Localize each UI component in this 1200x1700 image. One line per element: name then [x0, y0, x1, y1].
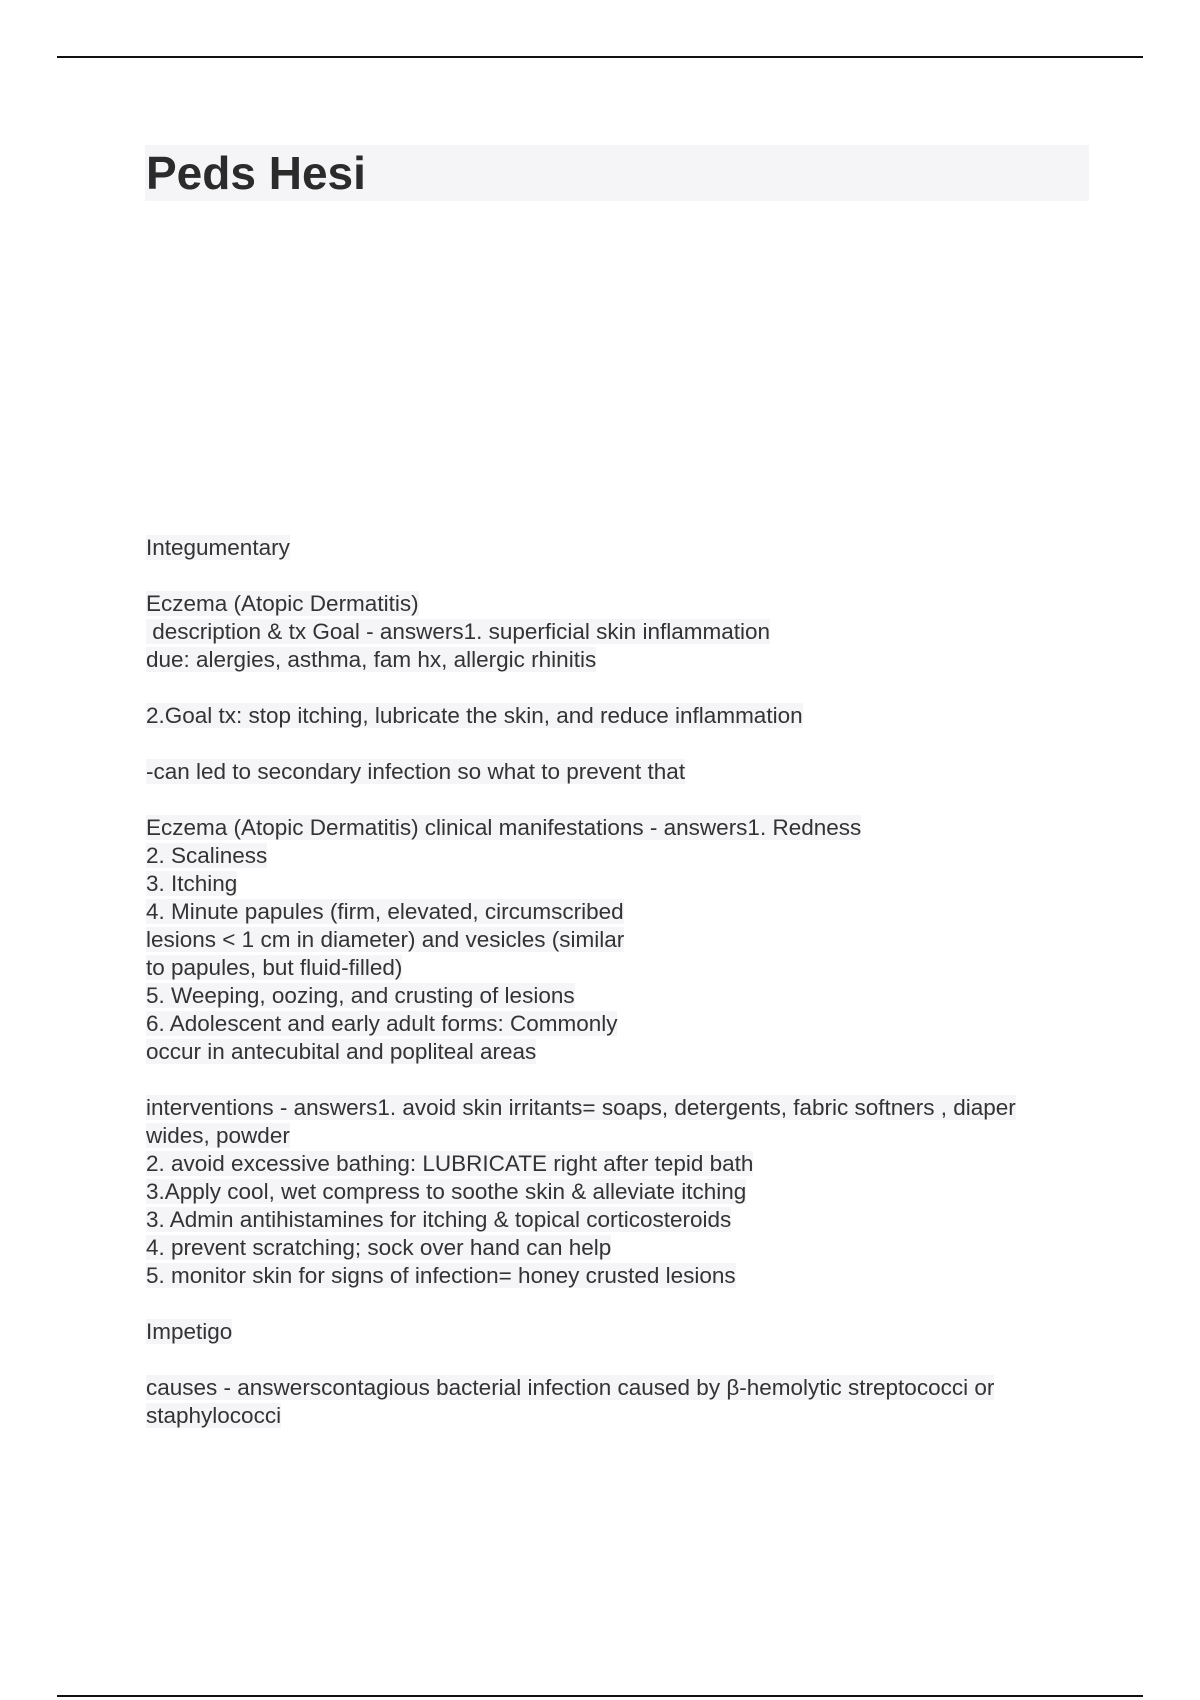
manifestation-line: lesions < 1 cm in diameter) and vesicles (similar [146, 927, 625, 952]
spacer [146, 1346, 1096, 1374]
spacer [146, 1290, 1096, 1318]
manifestation-line: 5. Weeping, oozing, and crusting of lesions [146, 983, 575, 1008]
section-heading: Integumentary [146, 535, 290, 560]
eczema-goal-line: 2.Goal tx: stop itching, lubricate the skin, and reduce inflammation [146, 703, 803, 728]
intervention-line: 4. prevent scratching; sock over hand can help [146, 1235, 612, 1260]
spacer [146, 730, 1096, 758]
impetigo-causes-line: staphylococci [146, 1403, 282, 1428]
intervention-line: 3.Apply cool, wet compress to soothe skin & alleviate itching [146, 1179, 747, 1204]
manifestation-line: 4. Minute papules (firm, elevated, circumscribed [146, 899, 624, 924]
impetigo-causes-line: causes - answerscontagious bacterial infection caused by β-hemolytic streptococci or [146, 1375, 995, 1400]
eczema-line: Eczema (Atopic Dermatitis) [146, 591, 419, 616]
intervention-line: wides, powder [146, 1123, 290, 1148]
spacer [146, 786, 1096, 814]
impetigo-heading: Impetigo [146, 1319, 233, 1344]
intervention-line: interventions - answers1. avoid skin irritants= soaps, detergents, fabric softners , diaper [146, 1095, 1016, 1120]
manifestation-line: occur in antecubital and popliteal areas [146, 1039, 537, 1064]
bottom-rule [57, 1695, 1143, 1697]
eczema-line: description & tx Goal - answers1. superficial skin inflammation [146, 619, 771, 644]
eczema-infection-line: -can led to secondary infection so what to prevent that [146, 759, 686, 784]
intervention-line: 5. monitor skin for signs of infection= honey crusted lesions [146, 1263, 736, 1288]
intervention-line: 3. Admin antihistamines for itching & topical corticosteroids [146, 1207, 732, 1232]
top-rule [57, 56, 1143, 58]
document-body [146, 534, 1096, 1430]
eczema-line: due: alergies, asthma, fam hx, allergic rhinitis [146, 647, 597, 672]
spacer [146, 1066, 1096, 1094]
page-title: Peds Hesi [146, 147, 366, 199]
manifestation-line: 6. Adolescent and early adult forms: Commonly [146, 1011, 618, 1036]
spacer [146, 562, 1096, 590]
manifestation-line: to papules, but fluid-filled) [146, 955, 403, 980]
spacer [146, 674, 1096, 702]
manifestation-line: 2. Scaliness [146, 843, 268, 868]
intervention-line: 2. avoid excessive bathing: LUBRICATE right after tepid bath [146, 1151, 754, 1176]
manifestation-line: Eczema (Atopic Dermatitis) clinical manifestations - answers1. Redness [146, 815, 862, 840]
manifestation-line: 3. Itching [146, 871, 238, 896]
